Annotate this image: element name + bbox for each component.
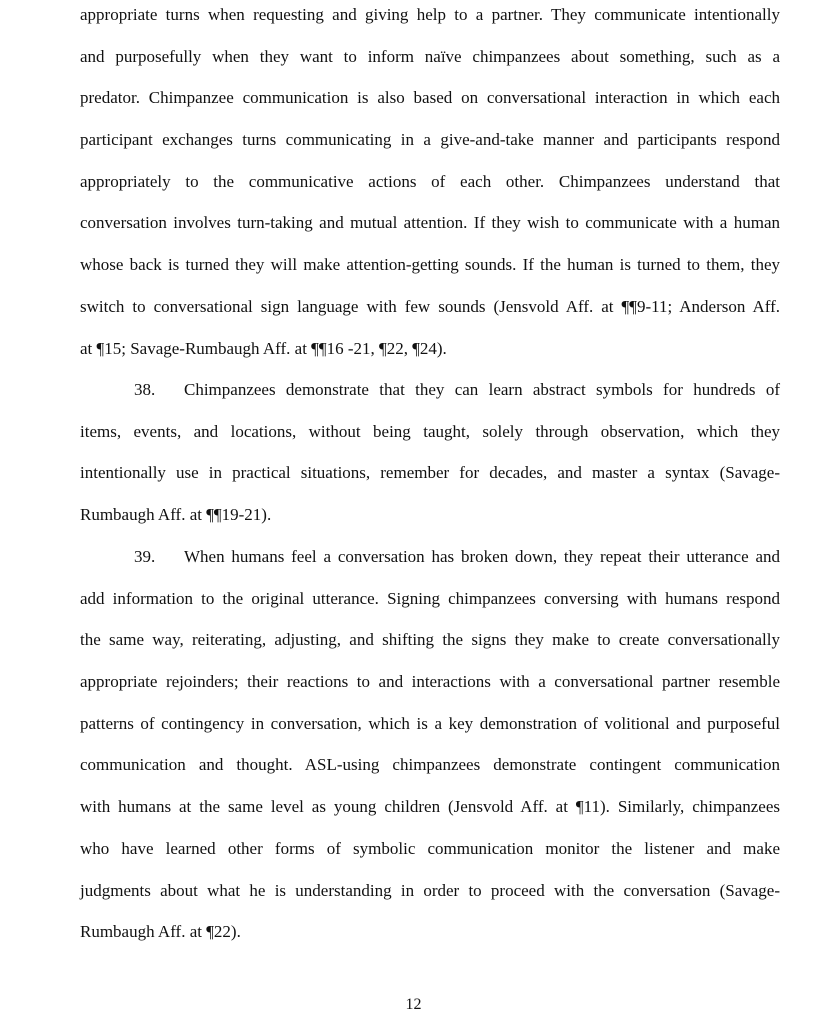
text-line: communication and thought. ASL-using chimpanzees demonstrate contingent communication: [80, 755, 780, 775]
paragraph-number: 38.: [134, 380, 156, 399]
text-line: intentionally use in practical situations, remember for decades, and master a syntax (Savage-: [80, 463, 780, 483]
continuation-paragraph: [80, 0, 780, 369]
text-line: who have learned other forms of symbolic communication monitor the listener and make: [80, 838, 780, 858]
text-line: appropriate turns when requesting and giving help to a partner. They communicate intentionally: [80, 5, 780, 24]
paragraph-38: [80, 369, 780, 536]
text-line: whose back is turned they will make attention-getting sounds. If the human is turned to them, they: [80, 255, 780, 275]
text-line: predator. Chimpanzee communication is also based on conversational interaction in which each: [80, 88, 780, 108]
first-line-text: When humans feel a conversation has broken down, they repeat their utterance and: [184, 547, 780, 566]
text-line: appropriately to the communicative actions of each other. Chimpanzees understand that: [80, 171, 780, 191]
text-line: Rumbaugh Aff. at ¶¶19-21).: [80, 505, 272, 525]
text-line: and purposefully when they want to inform naïve chimpanzees about something, such as a: [80, 46, 780, 66]
first-line-text: Chimpanzees demonstrate that they can learn abstract symbols for hundreds of: [184, 380, 780, 399]
text-line: conversation involves turn-taking and mutual attention. If they wish to communicate with a human: [80, 213, 780, 233]
paragraph-39: [80, 536, 780, 953]
paragraph-first-line: [80, 369, 780, 411]
text-line: items, events, and locations, without being taught, solely through observation, which they: [80, 421, 780, 441]
page-number: 12: [405, 996, 422, 1013]
text-line: Rumbaugh Aff. at ¶22).: [80, 922, 241, 942]
text-line: add information to the original utterance. Signing chimpanzees conversing with humans respond: [80, 588, 780, 608]
text-line: at ¶15; Savage-Rumbaugh Aff. at ¶¶16 -21, ¶22, ¶24).: [80, 338, 447, 358]
text-line: participant exchanges turns communicating in a give-and-take manner and participants respond: [80, 130, 780, 150]
text-line: appropriate rejoinders; their reactions to and interactions with a conversational partner resemble: [80, 672, 780, 692]
paragraph-first-line: [80, 536, 780, 578]
text-line: patterns of contingency in conversation, which is a key demonstration of volitional and purposeful: [80, 713, 780, 733]
text-line: with humans at the same level as young children (Jensvold Aff. at ¶11). Similarly, chimpanzees: [80, 797, 780, 817]
text-line: the same way, reiterating, adjusting, and shifting the signs they make to create conversationally: [80, 630, 780, 650]
text-line: judgments about what he is understanding in order to proceed with the conversation (Savage-: [80, 880, 780, 900]
text-line: switch to conversational sign language with few sounds (Jensvold Aff. at ¶¶9-11; Anderson Aff.: [80, 296, 780, 316]
paragraph-number: 39.: [134, 547, 156, 566]
